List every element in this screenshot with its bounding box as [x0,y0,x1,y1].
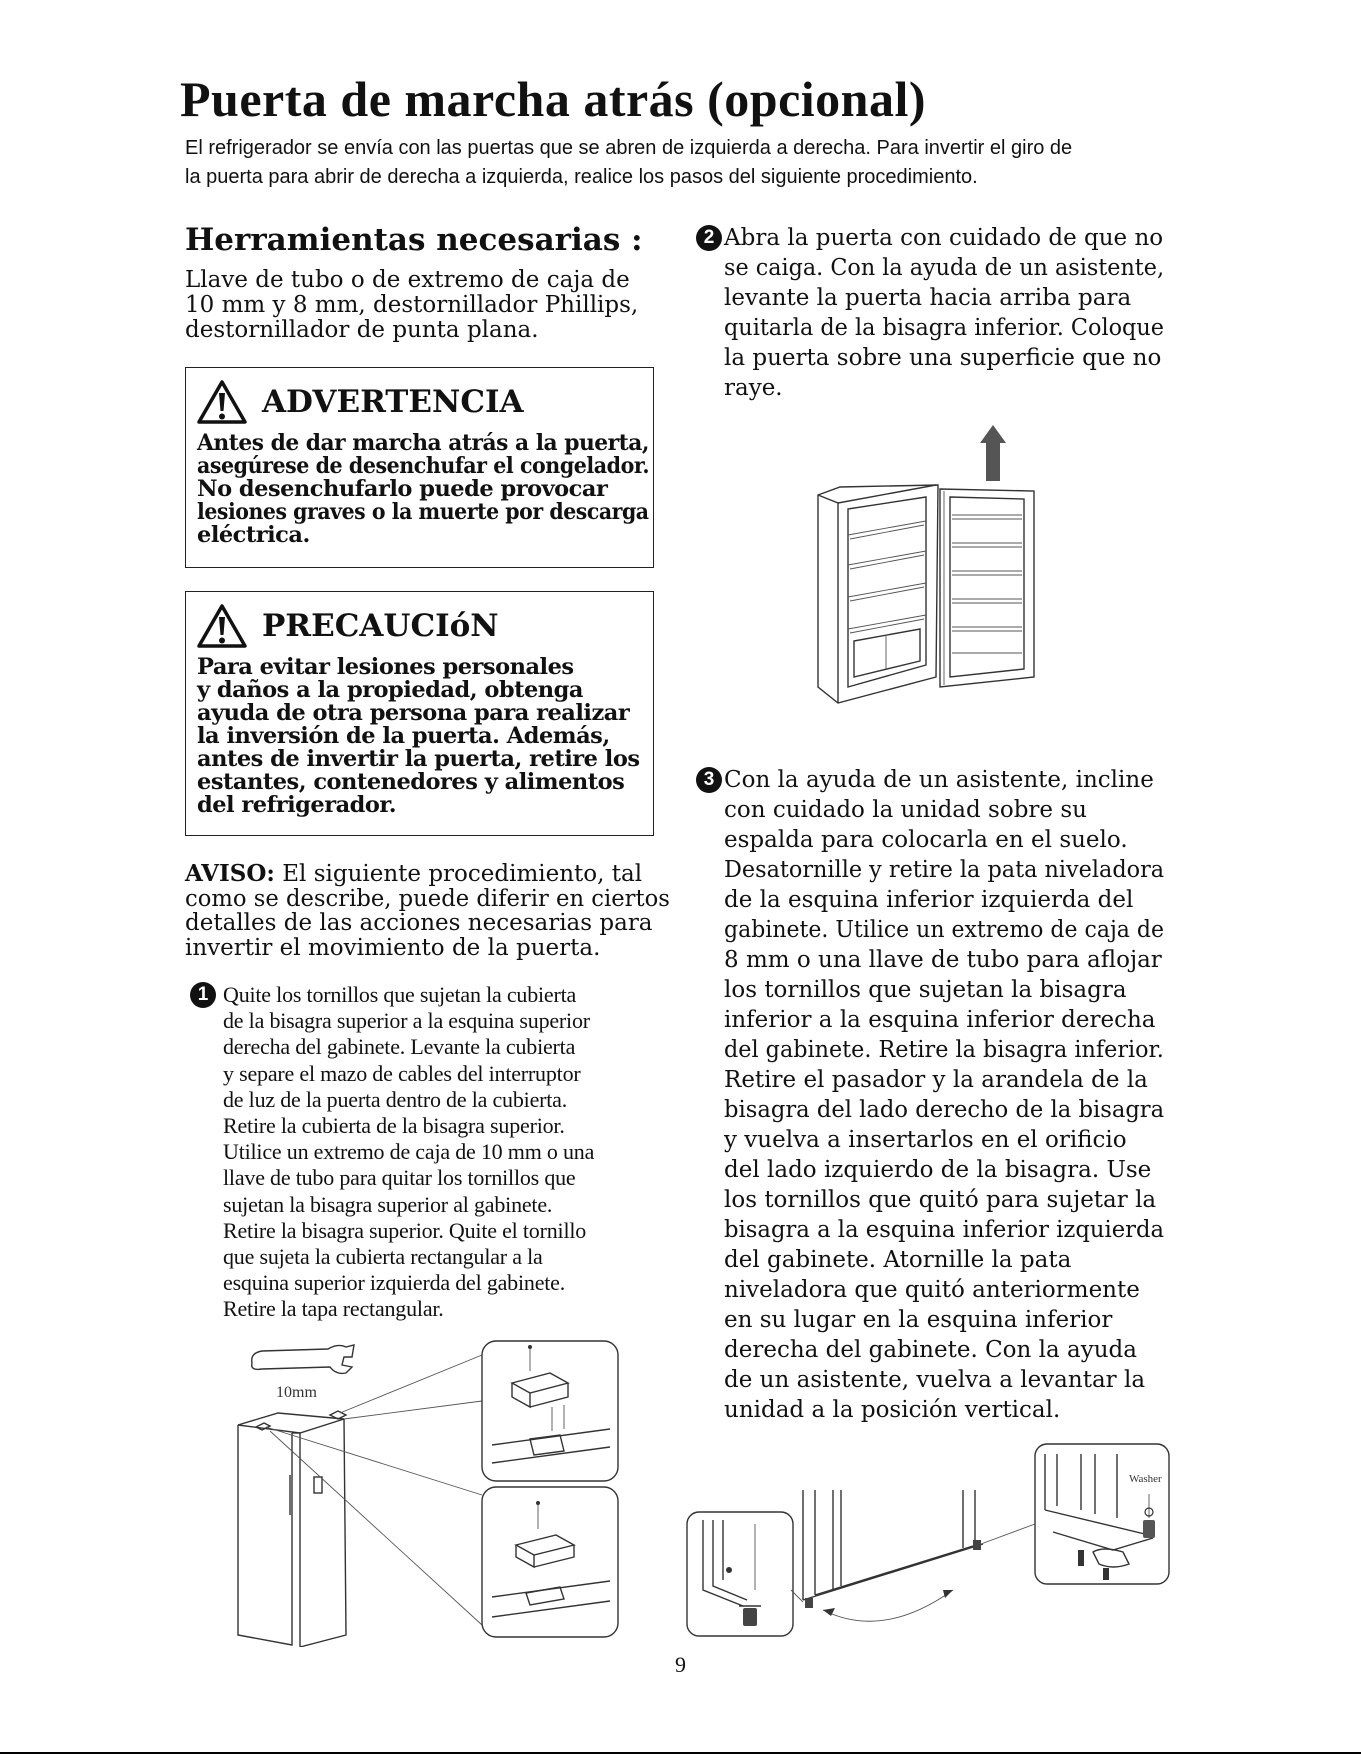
step-line: del gabinete. Atornille la pata [724,1247,1072,1273]
step-line: llave de tubo para quitar los tornillos que [223,1165,576,1191]
washer-label: Washer [1129,1473,1162,1485]
step-line: bisagra del lado derecho de la bisagra [724,1097,1165,1123]
tools-heading: Herramientas necesarias : [185,222,643,258]
step-line: los tornillos que sujetan la bisagra [724,977,1127,1003]
notice-line: como se describe, puede diferir en ciertos [185,885,670,912]
step-line: derecha del gabinete. Con la ayuda [724,1337,1137,1363]
notice-line: detalles de las acciones necesarias para [185,910,653,936]
step-line: raye. [724,375,783,401]
step-line: Con la ayuda de un asistente, incline [724,767,1154,793]
step-line: en su lugar en la esquina inferior [724,1307,1113,1333]
caution-line: del refrigerador. [197,792,397,818]
notice-label: AVISO: [185,860,275,887]
caution-header [196,602,499,650]
step-3 [703,765,1184,1425]
step-line: de la esquina inferior izquierda del [724,887,1134,913]
step-line: espalda para colocarla en el suelo. [724,827,1128,853]
page-number: 9 [675,1652,686,1677]
step-number-badge: 2 [696,225,722,251]
caution-line: estantes, contenedores y alimentos [197,769,625,795]
door-removal-illustration [810,425,1050,725]
step-line: Retire el pasador y la arandela de la [724,1067,1148,1093]
step-number-badge: 1 [190,982,216,1008]
step-line: de luz de la puerta dentro de la cubierta. [223,1086,568,1112]
warning-line: No desenchufarlo puede provocar [197,476,608,502]
warning-line: lesiones graves o la muerte por descarga [197,499,649,525]
step-line: de un asistente, vuelva a levantar la [724,1367,1146,1393]
warning-line: Antes de dar marcha atrás a la puerta, [197,430,649,456]
tools-line: 10 mm y 8 mm, destornillador Phillips, [185,292,639,318]
caution-line: antes de invertir la puerta, retire los [197,746,640,772]
step-line: 8 mm o una llave de tubo para aflojar [724,947,1162,973]
notice-line [185,862,675,887]
caution-line: la inversión de la puerta. Además, [197,723,610,749]
intro-line: El refrigerador se envía con las puertas que se abren de izquierda a derecha. Para invertir el giro de [185,137,1073,159]
caution-label: PRECAUCIóN [262,608,499,644]
step-line: inferior a la esquina inferior derecha [724,1007,1156,1033]
step-line: del gabinete. Retire la bisagra inferior. [724,1037,1164,1063]
bottom-hinge-illustration [683,1440,1173,1640]
step-line: y separe el mazo de cables del interruptor [223,1060,581,1086]
tools-line: destornillador de punta plana. [185,317,539,343]
step-line: los tornillos que quitó para sujetar la [724,1187,1157,1213]
warning-header [196,378,524,426]
caution-text [197,656,649,817]
step-2 [703,223,1178,403]
step-line: gabinete. Utilice un extremo de caja de [724,917,1164,943]
step-line: quitarla de la bisagra inferior. Coloque [724,315,1164,341]
step-line: que sujeta la cubierta rectangular a la [223,1244,543,1270]
step-line: con cuidado la unidad sobre su [724,797,1087,823]
notice-first: El siguiente procedimiento, tal [274,861,643,887]
intro-paragraph [185,134,1185,192]
step-line: y vuelva a insertarlos en el orificio [724,1127,1127,1153]
warning-box [185,367,654,568]
step-line: de la bisagra superior a la esquina superior [223,1008,590,1034]
warning-text [197,432,649,547]
step-line: Retire la tapa rectangular. [223,1296,444,1322]
step-line: se caiga. Con la ayuda de un asistente, [724,255,1165,281]
caution-box [185,591,654,836]
tools-text [185,268,665,343]
top-hinge-illustration [230,1335,630,1647]
caution-line: y daños a la propiedad, obtenga [197,677,583,703]
warning-triangle-icon [196,603,248,649]
step-line: la puerta sobre una superficie que no [724,345,1162,371]
step-1-text [223,982,594,1323]
wrench-size-label: 10mm [276,1384,317,1401]
notice-line: invertir el movimiento de la puerta. [185,934,601,961]
caution-line: Para evitar lesiones personales [197,654,574,680]
page-title: Puerta de marcha atrás (opcional) [180,71,927,127]
bottom-rule [0,1752,1361,1754]
step-line: bisagra a la esquina inferior izquierda [724,1217,1165,1243]
step-line: derecha del gabinete. Levante la cubierta [223,1034,576,1060]
tools-line: Llave de tubo o de extremo de caja de [185,267,630,293]
step-line: del lado izquierdo de la bisagra. Use [724,1157,1152,1183]
step-line: Retire la bisagra superior. Quite el tornillo [223,1217,587,1243]
step-line: unidad a la posición vertical. [724,1397,1061,1423]
step-line: Retire la cubierta de la bisagra superior. [223,1113,565,1139]
caution-line: ayuda de otra persona para realizar [197,700,630,726]
warning-line: asegúrese de desenchufar el congelador. [197,453,650,479]
step-line: esquina superior izquierda del gabinete. [223,1270,566,1296]
intro-line: la puerta para abrir de derecha a izquierda, realice los pasos del siguiente procedimiento. [185,166,978,188]
step-line: Desatornille y retire la pata niveladora [724,857,1165,883]
warning-line: eléctrica. [197,522,310,548]
step-line: Utilice un extremo de caja de 10 mm o una [223,1139,595,1165]
step-line: niveladora que quitó anteriormente [724,1277,1140,1303]
notice-paragraph [185,862,675,960]
step-line: levante la puerta hacia arriba para [724,285,1132,311]
step-line: sujetan la bisagra superior al gabinete. [223,1191,553,1217]
step-line: Quite los tornillos que sujetan la cubierta [223,982,577,1007]
step-number-badge: 3 [696,767,722,793]
step-line: Abra la puerta con cuidado de que no [724,225,1164,251]
warning-triangle-icon [196,379,248,425]
warning-label: ADVERTENCIA [262,384,524,420]
